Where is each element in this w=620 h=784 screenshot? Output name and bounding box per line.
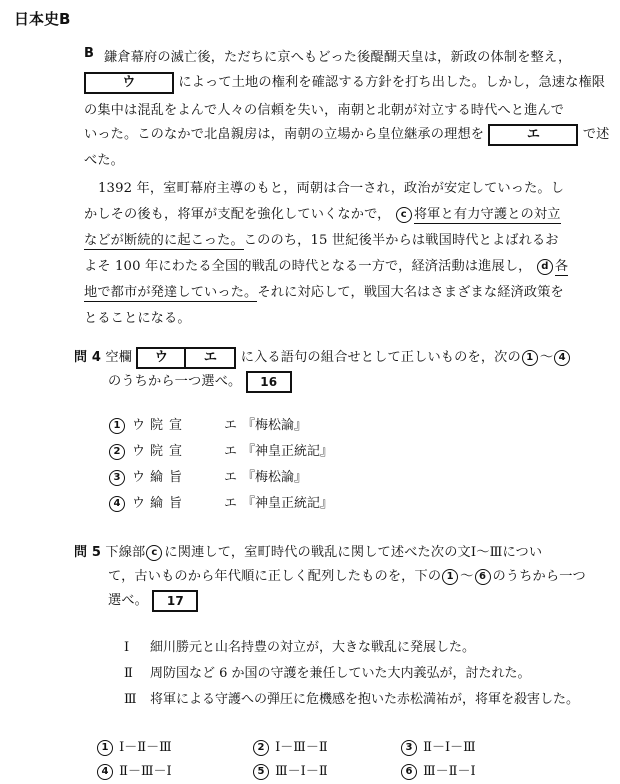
option-row[interactable] — [108, 492, 333, 512]
option-e-value: 『神皇正統記』 — [242, 444, 334, 459]
option-u-value: 綸旨 — [150, 470, 189, 485]
passage-text: それに対応して，戦国大名はさまざまな経済政策を — [257, 285, 564, 300]
option-row[interactable] — [108, 414, 307, 434]
statement-text: 細川勝元と山名持豊の対立が，大きな戦乱に発展した。 — [150, 640, 476, 655]
question-text: て，古いものから年代順に正しく配列したものを，下の — [108, 569, 442, 584]
option-e-value: 『梅松論』 — [242, 470, 308, 485]
choice-item[interactable] — [96, 760, 172, 780]
choice-number-icon: 6 — [475, 569, 491, 585]
passage-line: 鎌倉幕府の滅亡後，ただちに京へもどった後醍醐天皇は，新政の体制を整え， — [104, 50, 572, 65]
passage-line: の集中は混乱をよんで人々の信頼を失い，南朝と北朝が対立する時代へと進んで — [84, 103, 565, 118]
choice-item[interactable] — [252, 760, 328, 780]
option-row[interactable] — [108, 466, 307, 486]
passage-line-10 — [84, 281, 564, 300]
option-u-value: 綸旨 — [150, 496, 189, 511]
statement-row — [124, 688, 579, 707]
option-u-value: 院宣 — [150, 444, 189, 459]
passage-line-9 — [84, 255, 568, 275]
blank-box-u: ウ — [84, 72, 174, 94]
statement-number: Ⅰ — [124, 640, 130, 655]
choice-number-icon: 1 — [442, 569, 458, 585]
passage-line-8 — [84, 229, 559, 248]
answer-number-box: 16 — [246, 371, 292, 393]
choice-item[interactable] — [400, 736, 476, 756]
passage-text: このの — [243, 233, 284, 248]
option-number-icon: 2 — [109, 444, 125, 460]
option-u-label: ウ — [132, 444, 146, 459]
option-number-icon: 3 — [109, 470, 125, 486]
underline-marker-c: c — [396, 207, 412, 223]
option-e-value: 『梅松論』 — [242, 418, 308, 433]
passage-text: いった。このなかで北畠親房は，南朝の立場から皇位継承の理想を — [84, 127, 485, 142]
question-text: に入る語句の組合せとして正しいものを，次の — [240, 350, 521, 365]
choice-number-icon: 6 — [401, 764, 417, 780]
choice-text: Ⅰ－Ⅱ－Ⅲ — [119, 740, 172, 755]
question-5-line3 — [108, 589, 198, 612]
question-text: 空欄 — [105, 350, 133, 365]
passage-text: よそ 100 年にわたる全国的戦乱の時代となる一方で，経済活動は進展し， — [84, 259, 532, 274]
statement-row — [124, 636, 475, 655]
option-u-label: ウ — [132, 496, 146, 511]
passage-text: ち，15 世紀後半からは戦国時代とよばれるお — [283, 233, 559, 248]
option-e-label: エ — [224, 470, 238, 485]
statement-number: Ⅱ — [124, 666, 133, 681]
underline-marker-d: d — [537, 259, 553, 275]
option-e-label: エ — [224, 418, 238, 433]
choice-text: Ⅱ－Ⅰ－Ⅲ — [423, 740, 476, 755]
option-u-label: ウ — [132, 418, 146, 433]
passage-label: B — [84, 46, 94, 61]
choice-number-icon: 4 — [554, 350, 570, 366]
passage-line: とることになる。 — [84, 311, 191, 326]
passage-line-2 — [84, 71, 605, 94]
option-u-value: 院宣 — [150, 418, 189, 433]
underlined-text-c: 将軍と有力守護との対立 — [413, 207, 561, 222]
question-5 — [74, 541, 542, 561]
choice-item[interactable] — [252, 736, 328, 756]
underlined-text-d: 各 — [554, 259, 569, 274]
choice-number-icon: 1 — [97, 740, 113, 756]
section-title: 日本史B — [14, 10, 71, 28]
option-number-icon: 4 — [109, 496, 125, 512]
blank-box-u: ウ — [136, 347, 186, 369]
choice-text: Ⅰ－Ⅲ－Ⅱ — [275, 740, 328, 755]
passage-text: かしその後も，将軍が支配を強化していくなかで， — [84, 207, 391, 222]
statement-row — [124, 662, 531, 681]
answer-number-box: 17 — [152, 590, 198, 612]
choice-number-icon: 4 — [97, 764, 113, 780]
passage-text: で述 — [582, 127, 610, 142]
statement-text: 将軍による守護への弾圧に危機感を抱いた赤松満祐が，将軍を殺害した。 — [150, 692, 580, 707]
underlined-text-d-cont: 地で都市が発達していった。 — [84, 285, 258, 300]
choice-text: Ⅲ－Ⅱ－Ⅰ — [423, 764, 476, 779]
option-e-value: 『神皇正統記』 — [242, 496, 334, 511]
blank-box-e: エ — [488, 124, 578, 146]
option-u-label: ウ — [132, 470, 146, 485]
question-label: 問 5 — [74, 545, 102, 560]
choice-number-icon: 3 — [401, 740, 417, 756]
blank-box-e: エ — [186, 347, 236, 369]
choice-number-icon: 5 — [253, 764, 269, 780]
option-number-icon: 1 — [109, 418, 125, 434]
question-text: のうちから一つ — [492, 569, 586, 584]
option-e-label: エ — [224, 444, 238, 459]
range-sep: ～ — [539, 350, 554, 365]
question-text: のうちから一つ選べ。 — [108, 374, 242, 389]
choice-item[interactable] — [400, 760, 476, 780]
choice-number-icon: 1 — [522, 350, 538, 366]
passage-text: によって土地の権利を確認する方針を打ち出した。しかし，急速な権限 — [178, 75, 606, 90]
choice-text: Ⅲ－Ⅰ－Ⅱ — [275, 764, 328, 779]
statement-text: 周防国など 6 か国の守護を兼任していた大内義弘が，討たれた。 — [150, 666, 531, 681]
option-row[interactable] — [108, 440, 333, 460]
choice-text: Ⅱ－Ⅲ－Ⅰ — [119, 764, 172, 779]
passage-line-4 — [84, 123, 610, 146]
range-sep: ～ — [460, 569, 474, 584]
passage-line: べた。 — [84, 153, 125, 168]
choice-number-icon: 2 — [253, 740, 269, 756]
passage-line: 1392 年，室町幕府主導のもと，両朝は合一され，政治が安定していった。し — [98, 181, 565, 196]
question-text: 下線部 — [105, 545, 146, 560]
question-5-line2 — [108, 565, 586, 585]
question-label: 問 4 — [74, 350, 102, 365]
question-4 — [74, 346, 572, 369]
statement-number: Ⅲ — [124, 692, 137, 707]
question-text: 選べ。 — [108, 593, 149, 608]
option-e-label: エ — [224, 496, 238, 511]
passage-line-7 — [84, 203, 561, 223]
choice-item[interactable] — [96, 736, 172, 756]
question-text: に関連して，室町時代の戦乱に関して述べた次の文Ⅰ～Ⅲについ — [164, 545, 543, 560]
underlined-text-c-cont: などが断続的に起こった。 — [84, 233, 244, 248]
underline-marker-c: c — [146, 545, 162, 561]
question-4-line2 — [108, 370, 292, 393]
